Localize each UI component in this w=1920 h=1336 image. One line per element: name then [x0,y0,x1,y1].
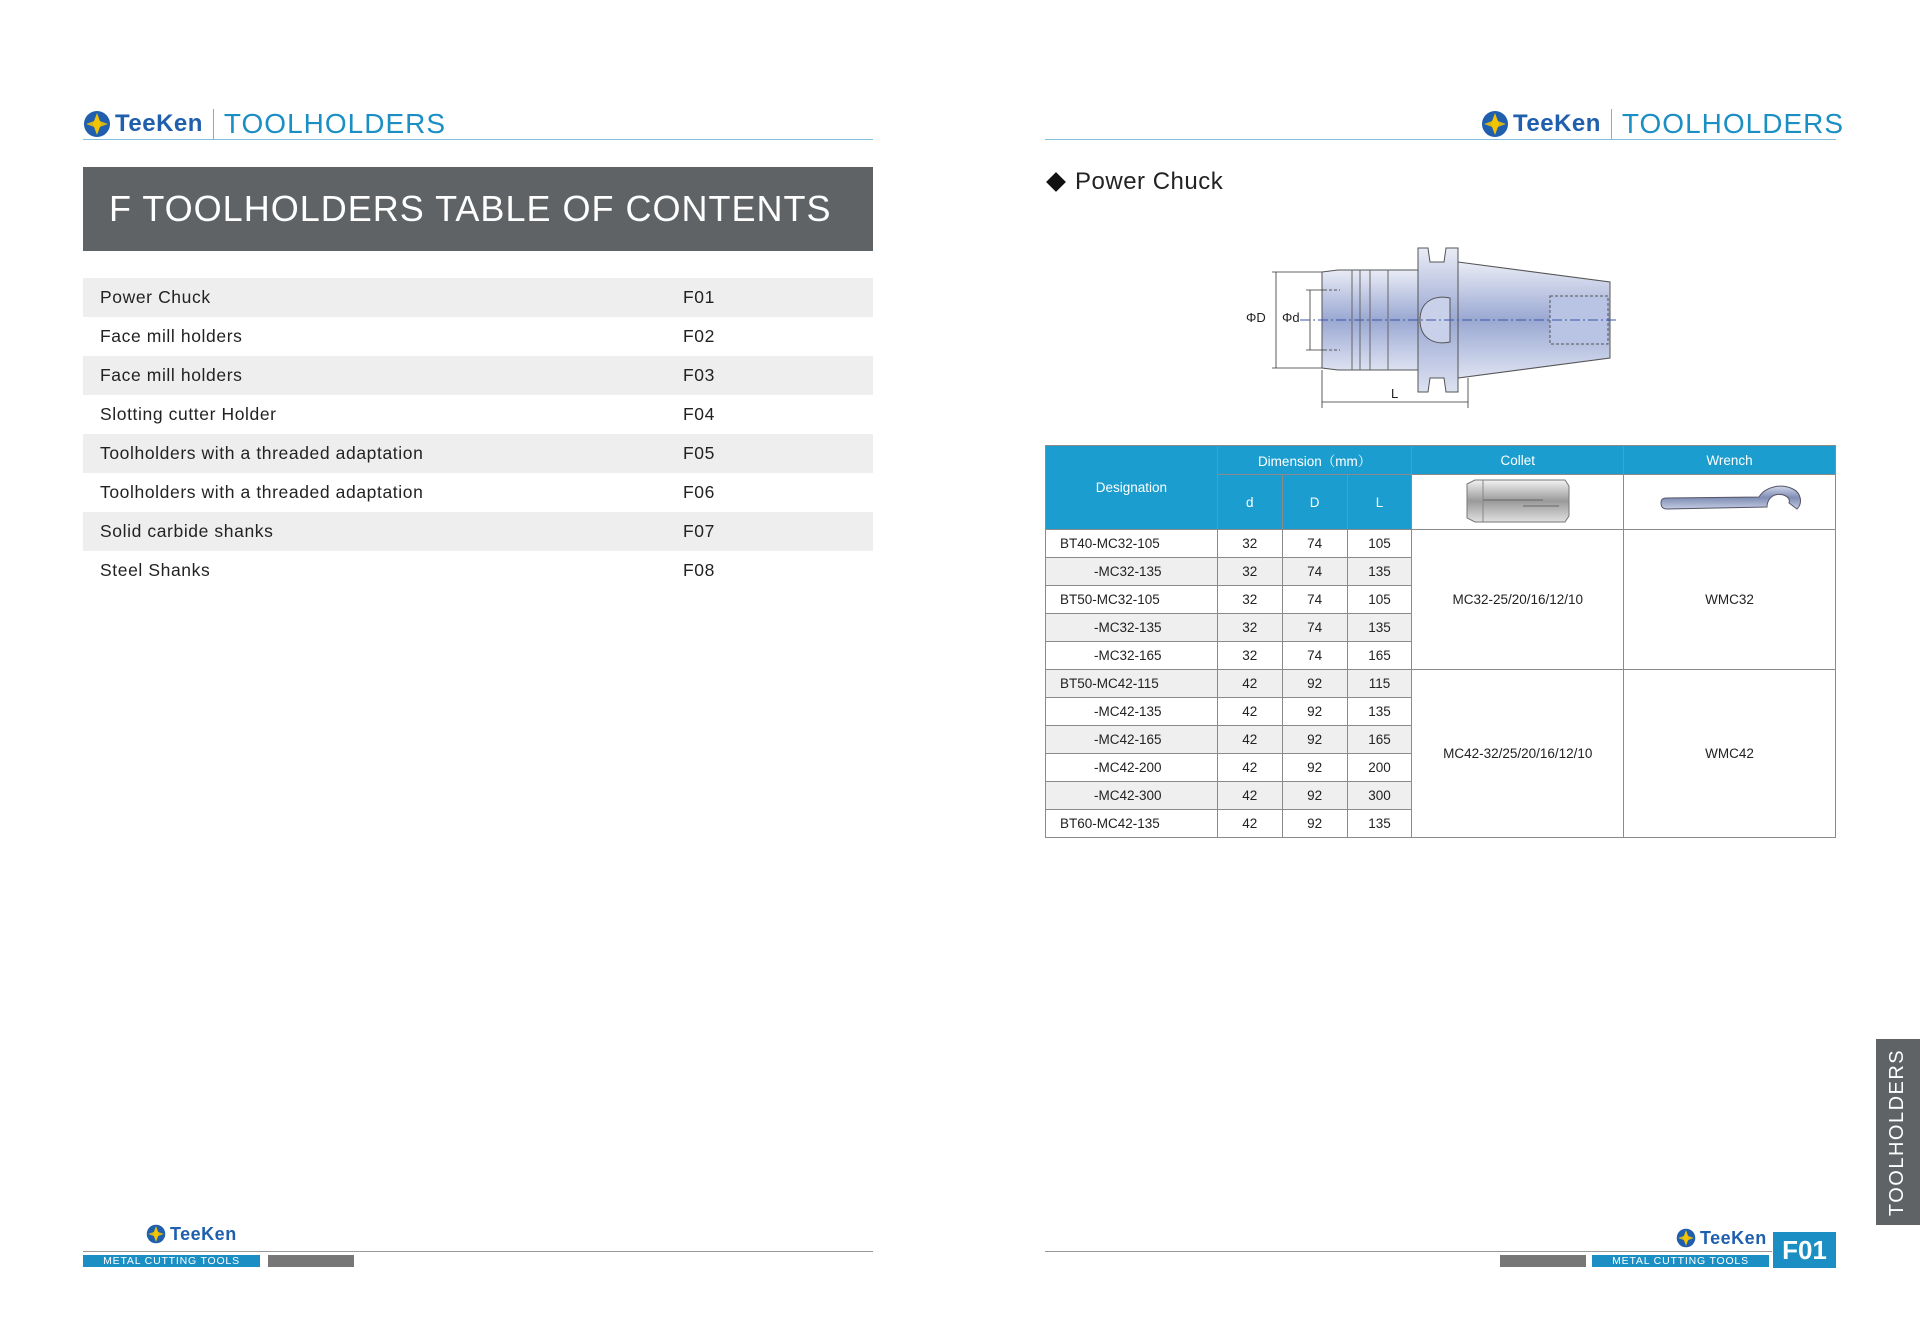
left-header-rule [83,139,873,140]
D-header: D [1282,475,1347,530]
teeken-logo-icon [1676,1228,1696,1248]
dimension-header: Dimension（mm） [1217,446,1412,475]
section-title: TOOLHOLDERS [223,108,447,139]
L-cell: 135 [1347,558,1412,586]
designation-cell: BT50-MC32-105 [1046,586,1218,614]
D-cell: 92 [1282,782,1347,810]
toc-item-title: Face mill holders [100,365,243,385]
outer-diameter-label: ΦD [1246,310,1266,325]
designation-cell: -MC42-135 [1046,698,1218,726]
toc-item-title: Toolholders with a threaded adaptation [100,482,424,502]
right-header-brand [1481,106,1844,142]
logo-text: TeeKen [1700,1227,1767,1248]
toc-item-page: F01 [683,287,715,307]
toc-row[interactable] [83,395,873,434]
d-cell: 42 [1217,726,1282,754]
toc-item-page: F06 [683,482,715,502]
toc-row[interactable] [83,356,873,395]
designation-cell: -MC42-165 [1046,726,1218,754]
logo-text: TeeKen [1513,110,1601,137]
toc-row[interactable] [83,473,873,512]
D-cell: 92 [1282,754,1347,782]
D-cell: 74 [1282,530,1347,558]
designation-cell: -MC42-200 [1046,754,1218,782]
left-header-brand [83,106,446,142]
teeken-logo-icon [83,110,111,138]
left-footer-rule [83,1251,873,1252]
D-cell: 74 [1282,642,1347,670]
L-cell: 135 [1347,810,1412,838]
d-cell: 32 [1217,614,1282,642]
header-separator [1611,109,1612,139]
logo-text: TeeKen [115,110,203,137]
d-cell: 42 [1217,782,1282,810]
length-label: L [1391,386,1399,401]
designation-cell: BT50-MC42-115 [1046,670,1218,698]
L-cell: 200 [1347,754,1412,782]
designation-cell: BT60-MC42-135 [1046,810,1218,838]
toc-item-page: F03 [683,365,715,385]
section-heading [1045,168,1223,196]
toc-item-title: Solid carbide shanks [100,521,274,541]
spec-table [1045,445,1836,838]
L-cell: 135 [1347,698,1412,726]
L-cell: 115 [1347,670,1412,698]
diamond-bullet-icon [1046,172,1066,192]
collet-header: Collet [1412,446,1624,475]
toc-item-page: F04 [683,404,715,424]
header-separator [213,109,214,139]
side-tab[interactable] [1876,1039,1920,1225]
collet-cell: MC32-25/20/16/12/10 [1412,530,1624,670]
d-cell: 42 [1217,810,1282,838]
wrench-cell: WMC32 [1624,530,1836,670]
d-header: d [1217,475,1282,530]
logo-text: TeeKen [170,1223,237,1244]
toc-item-title: Power Chuck [100,287,211,307]
teeken-logo-icon [1481,110,1509,138]
designation-cell: -MC32-135 [1046,614,1218,642]
toc-item-title: Steel Shanks [100,560,211,580]
D-cell: 74 [1282,558,1347,586]
toc-row[interactable] [83,512,873,551]
toc-row[interactable] [83,278,873,317]
D-cell: 92 [1282,810,1347,838]
footer-gray-strip [1500,1255,1586,1267]
L-cell: 105 [1347,530,1412,558]
right-header-rule [1045,139,1836,140]
teeken-logo-icon [146,1224,166,1244]
wrench-icon [1655,481,1805,521]
section-title: TOOLHOLDERS [1621,108,1845,139]
D-cell: 92 [1282,670,1347,698]
L-cell: 300 [1347,782,1412,810]
d-cell: 32 [1217,642,1282,670]
designation-cell: -MC32-135 [1046,558,1218,586]
toc-row[interactable] [83,317,873,356]
wrench-image [1624,475,1836,530]
toc-item-title: Slotting cutter Holder [100,404,277,424]
toc-row[interactable] [83,434,873,473]
d-cell: 42 [1217,670,1282,698]
D-cell: 74 [1282,614,1347,642]
page-number-badge: F01 [1773,1232,1836,1268]
toc-item-title: Toolholders with a threaded adaptation [100,443,424,463]
L-cell: 135 [1347,614,1412,642]
toc-item-page: F08 [683,560,715,580]
right-footer-brand [1676,1226,1767,1250]
designation-cell: -MC42-300 [1046,782,1218,810]
toc-item-page: F02 [683,326,715,346]
footer-tagline: METAL CUTTING TOOLS [1592,1255,1769,1267]
toc-list [83,278,873,590]
power-chuck-diagram [1240,240,1620,410]
footer-gray-strip [268,1255,354,1267]
designation-cell: BT40-MC32-105 [1046,530,1218,558]
toc-row[interactable] [83,551,873,590]
L-cell: 165 [1347,642,1412,670]
d-cell: 32 [1217,558,1282,586]
wrench-header: Wrench [1624,446,1836,475]
designation-header: Designation [1046,446,1218,530]
d-cell: 42 [1217,698,1282,726]
inner-diameter-label: Φd [1282,310,1300,325]
D-cell: 92 [1282,726,1347,754]
D-cell: 74 [1282,586,1347,614]
section-heading-text: Power Chuck [1075,168,1224,195]
collet-image [1412,475,1624,530]
toc-item-page: F07 [683,521,715,541]
collet-icon [1463,476,1573,526]
L-cell: 105 [1347,586,1412,614]
side-tab-label: TOOLHOLDERS [1886,1048,1909,1216]
L-cell: 165 [1347,726,1412,754]
footer-tagline: METAL CUTTING TOOLS [83,1255,260,1267]
collet-cell: MC42-32/25/20/16/12/10 [1412,670,1624,838]
designation-cell: -MC32-165 [1046,642,1218,670]
D-cell: 92 [1282,698,1347,726]
d-cell: 42 [1217,754,1282,782]
toc-item-page: F05 [683,443,715,463]
page-title: F TOOLHOLDERS TABLE OF CONTENTS [83,167,873,251]
wrench-cell: WMC42 [1624,670,1836,838]
d-cell: 32 [1217,586,1282,614]
L-header: L [1347,475,1412,530]
left-footer-brand [146,1222,237,1246]
toc-item-title: Face mill holders [100,326,243,346]
d-cell: 32 [1217,530,1282,558]
right-footer-rule [1045,1251,1772,1252]
